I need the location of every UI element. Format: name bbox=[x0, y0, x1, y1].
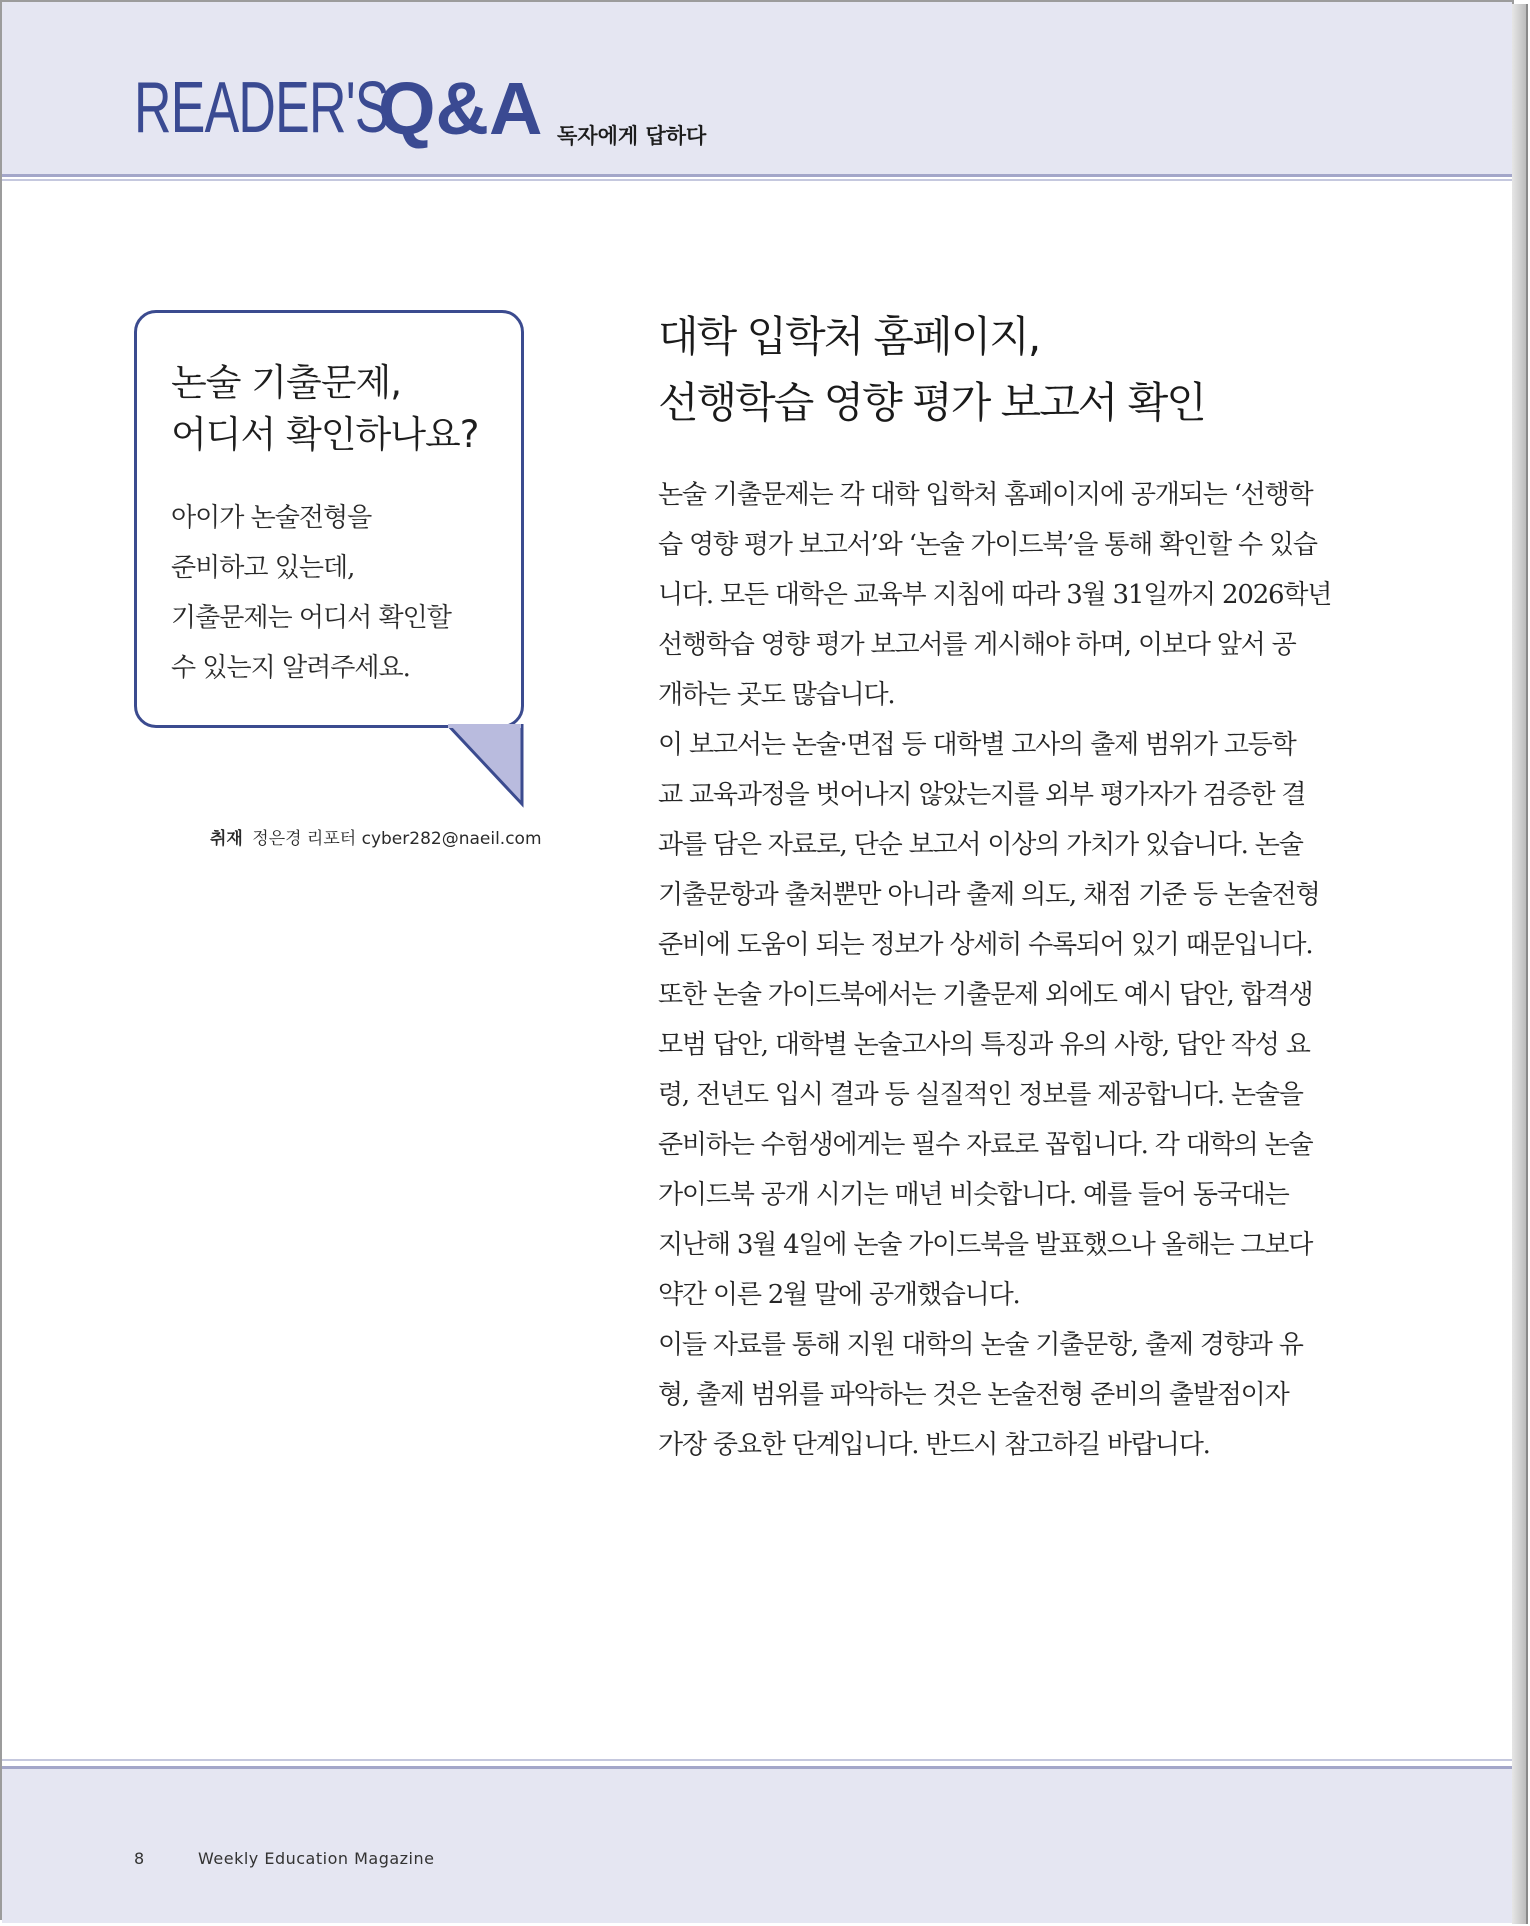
body-line: 기출문항과 출처뿐만 아니라 출제 의도, 채점 기준 등 논술전형 bbox=[658, 880, 1320, 910]
bubble-tail bbox=[448, 724, 528, 808]
section-brand bbox=[134, 67, 543, 150]
body-line: 령, 전년도 입시 결과 등 실질적인 정보를 제공합니다. 논술을 bbox=[658, 1080, 1303, 1110]
body-line: 논술 기출문제는 각 대학 입학처 홈페이지에 공개되는 ‘선행학 bbox=[658, 480, 1313, 510]
question-body-line: 기출문제는 어디서 확인할 bbox=[171, 603, 451, 633]
body-line: 또한 논술 가이드북에서는 기출문제 외에도 예시 답안, 합격생 bbox=[658, 980, 1313, 1010]
question-bubble bbox=[134, 310, 524, 728]
body-line: 지난해 3월 4일에 논술 가이드북을 발표했으나 올해는 그보다 bbox=[658, 1230, 1313, 1260]
body-line: 교 교육과정을 벗어나지 않았는지를 외부 평가자가 검증한 결 bbox=[658, 780, 1306, 810]
body-line: 약간 이른 2월 말에 공개했습니다. bbox=[658, 1280, 1020, 1310]
answer-headline bbox=[658, 304, 1205, 436]
reporter-text: 정은경 리포터 cyber282@naeil.com bbox=[252, 829, 542, 849]
brand-readers: READER'S bbox=[134, 68, 389, 148]
body-line: 준비에 도움이 되는 정보가 상세히 수록되어 있기 때문입니다. bbox=[658, 930, 1313, 960]
reporter-label: 취재 bbox=[210, 829, 243, 849]
body-line: 과를 담은 자료로, 단순 보고서 이상의 가치가 있습니다. 논술 bbox=[658, 830, 1303, 860]
body-line: 가장 중요한 단계입니다. 반드시 참고하길 바랍니다. bbox=[658, 1430, 1210, 1460]
body-line: 습 영향 평가 보고서’와 ‘논술 가이드북’을 통해 확인할 수 있습 bbox=[658, 530, 1317, 560]
reporter-credit bbox=[210, 824, 542, 849]
question-body bbox=[171, 493, 451, 693]
body-line: 준비하는 수험생에게는 필수 자료로 꼽힙니다. 각 대학의 논술 bbox=[658, 1130, 1313, 1160]
question-title-line: 어디서 확인하나요? bbox=[171, 413, 479, 456]
footer-divider bbox=[2, 1759, 1512, 1761]
body-line: 개하는 곳도 많습니다. bbox=[658, 680, 895, 710]
question-body-line: 아이가 논술전형을 bbox=[171, 503, 372, 533]
magazine-name: Weekly Education Magazine bbox=[198, 1849, 435, 1868]
page-stack-edge bbox=[1512, 4, 1528, 1924]
body-line: 이 보고서는 논술·면접 등 대학별 고사의 출제 범위가 고등학 bbox=[658, 730, 1296, 760]
header-band bbox=[2, 2, 1512, 177]
body-line: 니다. 모든 대학은 교육부 지침에 따라 3월 31일까지 2026학년 bbox=[658, 580, 1332, 610]
question-body-line: 준비하고 있는데, bbox=[171, 553, 355, 583]
page-number: 8 bbox=[134, 1849, 145, 1868]
footer-band bbox=[2, 1766, 1512, 1923]
body-line: 형, 출제 범위를 파악하는 것은 논술전형 준비의 출발점이자 bbox=[658, 1380, 1289, 1410]
section-subtitle: 독자에게 답하다 bbox=[557, 124, 707, 148]
question-title bbox=[171, 357, 478, 461]
headline-line: 선행학습 영향 평가 보고서 확인 bbox=[658, 378, 1205, 427]
body-line: 이들 자료를 통해 지원 대학의 논술 기출문항, 출제 경향과 유 bbox=[658, 1330, 1303, 1360]
brand-qa: Q&A bbox=[378, 67, 543, 150]
headline-line: 대학 입학처 홈페이지, bbox=[658, 312, 1040, 361]
question-title-line: 논술 기출문제, bbox=[171, 361, 401, 404]
body-line: 선행학습 영향 평가 보고서를 게시해야 하며, 이보다 앞서 공 bbox=[658, 630, 1296, 660]
body-line: 모범 답안, 대학별 논술고사의 특징과 유의 사항, 답안 작성 요 bbox=[658, 1030, 1310, 1060]
header-divider bbox=[2, 179, 1512, 181]
answer-body bbox=[658, 470, 1352, 1470]
question-body-line: 수 있는지 알려주세요. bbox=[171, 653, 410, 683]
body-line: 가이드북 공개 시기는 매년 비슷합니다. 예를 들어 동국대는 bbox=[658, 1180, 1289, 1210]
